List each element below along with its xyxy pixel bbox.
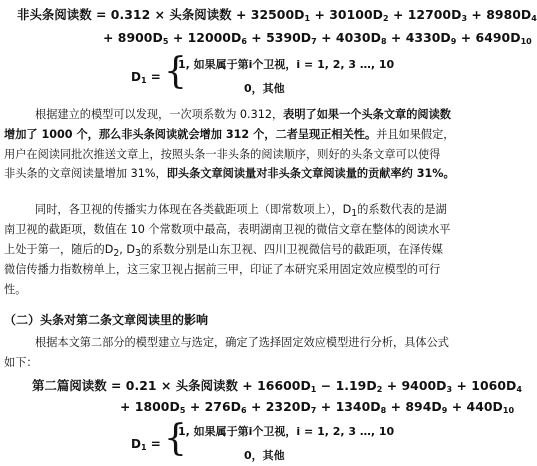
text-run: 根据本文第二部分的模型建立与选定，确定了选择固定效应模型进行分析，具体公式 bbox=[35, 336, 449, 349]
subscript: 7 bbox=[310, 406, 317, 415]
text-run: + 12000D bbox=[168, 30, 242, 45]
subscript: 3 bbox=[134, 248, 141, 260]
equation-2-line-2 bbox=[120, 399, 514, 415]
paragraph-3-line-1 bbox=[35, 335, 449, 351]
equation-2-line-1 bbox=[32, 376, 522, 394]
text-run: + 2320D bbox=[246, 399, 311, 414]
subscript: 8 bbox=[380, 37, 387, 46]
text-run: + 30100D bbox=[310, 7, 383, 22]
text-run: + 4030D bbox=[316, 30, 381, 45]
equation-1-line-2 bbox=[103, 30, 532, 46]
text-run: 上处于第一，随后的D bbox=[4, 243, 114, 256]
subscript: 7 bbox=[311, 37, 317, 46]
equation-1-line-1 bbox=[17, 5, 537, 23]
subscript: 3 bbox=[461, 14, 468, 23]
text-run: + 8980D bbox=[467, 7, 532, 22]
dummy-definition-2-label: $D_1$ = bbox=[131, 437, 161, 452]
text-run: 非头条的文章阅读量增加 31%， bbox=[4, 167, 167, 180]
subscript: 2 bbox=[382, 14, 389, 23]
paragraph-1-line-2 bbox=[4, 127, 454, 143]
text-run: , D bbox=[119, 243, 135, 256]
dummy-definition-1-case-1: 1, 如果属于第i个卫视，i = 1, 2, 3 …, 10 bbox=[178, 58, 395, 71]
dummy-definition-2-case-1: 1, 如果属于第i个卫视，i = 1, 2, 3 …, 10 bbox=[178, 425, 395, 438]
text-run: + 5390D bbox=[246, 30, 312, 45]
subscript: 5 bbox=[179, 406, 186, 415]
text-run: 微信传播力指数榜单上，这三家卫视占据前三甲，印证了本研究采用固定效应模型的可行 bbox=[4, 263, 441, 276]
text-run: 南卫视的截距项，数值在 10 个常数项中最高，表明湖南卫视的微信文章在整体的阅读水平 bbox=[4, 223, 451, 236]
subscript: 4 bbox=[531, 14, 537, 23]
text-run: 如下： bbox=[4, 356, 38, 369]
paragraph-2-line-5 bbox=[4, 282, 26, 298]
paragraph-3-line-2 bbox=[4, 355, 38, 371]
text-run: 性。 bbox=[4, 283, 27, 296]
paragraph-1-line-3 bbox=[4, 147, 440, 163]
subscript: 2 bbox=[376, 385, 383, 394]
dummy-definition-1-case-2: 0，其他 bbox=[244, 82, 285, 95]
subscript: 3 bbox=[446, 385, 453, 394]
text-run: + 4330D bbox=[386, 30, 451, 45]
subscript: 1 bbox=[351, 208, 358, 220]
text-run: + 894D bbox=[386, 399, 442, 414]
text-run: 的系数代表的是湖 bbox=[357, 203, 447, 216]
text-run: + 440D bbox=[447, 399, 503, 414]
subscript: 5 bbox=[162, 37, 169, 46]
paragraph-2-line-4 bbox=[4, 262, 440, 278]
dummy-definition-1-label: $D_1$ = bbox=[131, 70, 161, 85]
bold-text-run: 即头条文章阅读量对非头条文章阅读量的贡献率约 31%。 bbox=[166, 167, 455, 180]
subscript: 8 bbox=[380, 406, 387, 415]
subscript: 10 bbox=[502, 406, 515, 415]
dummy-definition-1-brace: { bbox=[164, 51, 187, 92]
text-run: + 8900D bbox=[103, 30, 163, 45]
paragraph-2-line-2 bbox=[4, 222, 450, 238]
text-run: + 12700D bbox=[388, 7, 462, 22]
section-heading: （二）头条对第二条文章阅读里的影响 bbox=[4, 313, 209, 327]
text-run: + 1340D bbox=[316, 399, 381, 414]
paragraph-1-line-1 bbox=[35, 107, 451, 123]
text-run: 根据建立的模型可以发现，一次项系数为 0.312， bbox=[35, 108, 284, 121]
dummy-definition-2-case-2: 0，其他 bbox=[244, 449, 285, 462]
bold-text-run: 增加了 1000 个，那么非头条阅读就会增加 312 个，二者呈现正相关性。 bbox=[4, 128, 377, 141]
subscript: 6 bbox=[240, 406, 247, 415]
text-run: 非头条阅读数 = 0.312 × 头条阅读数 + 32500D bbox=[17, 7, 305, 22]
bold-text-run: 表明了如果一个头条文章的阅读数 bbox=[283, 108, 451, 121]
subscript: 1 bbox=[310, 385, 317, 394]
text-run: − 1.19D bbox=[316, 378, 377, 393]
subscript: 9 bbox=[441, 406, 448, 415]
subscript: 10 bbox=[520, 37, 532, 46]
text-run: + 9400D bbox=[382, 378, 447, 393]
paragraph-2-line-1 bbox=[35, 202, 447, 222]
text-run: + 1800D bbox=[120, 399, 180, 414]
subscript: 6 bbox=[241, 37, 247, 46]
text-run: 用户在阅读同批次推送文章上，按照头条一非头条的阅读顺序，则好的头条文章可以使得 bbox=[4, 148, 441, 161]
subscript: 4 bbox=[516, 385, 522, 394]
dummy-definition-2-brace: { bbox=[164, 418, 187, 459]
text-run: + 1060D bbox=[452, 378, 517, 393]
paragraph-1-line-4 bbox=[4, 166, 455, 182]
subscript: 1 bbox=[304, 14, 311, 23]
text-run: 第二篇阅读数 = 0.21 × 头条阅读数 + 16600D bbox=[32, 378, 311, 393]
text-run: 并且如果假定， bbox=[376, 128, 455, 141]
text-run: 的系数分别是山东卫视、四川卫视微信号的截距项，在泽传媒 bbox=[140, 243, 443, 256]
text-run: 同时，各卫视的传播实力体现在各类截距项上（即常数项上），D bbox=[35, 203, 352, 216]
text-run: + 6490D bbox=[456, 30, 521, 45]
text-run: + 276D bbox=[185, 399, 241, 414]
paragraph-2-line-3 bbox=[4, 242, 443, 262]
subscript: 2 bbox=[113, 248, 120, 260]
subscript: 9 bbox=[450, 37, 457, 46]
